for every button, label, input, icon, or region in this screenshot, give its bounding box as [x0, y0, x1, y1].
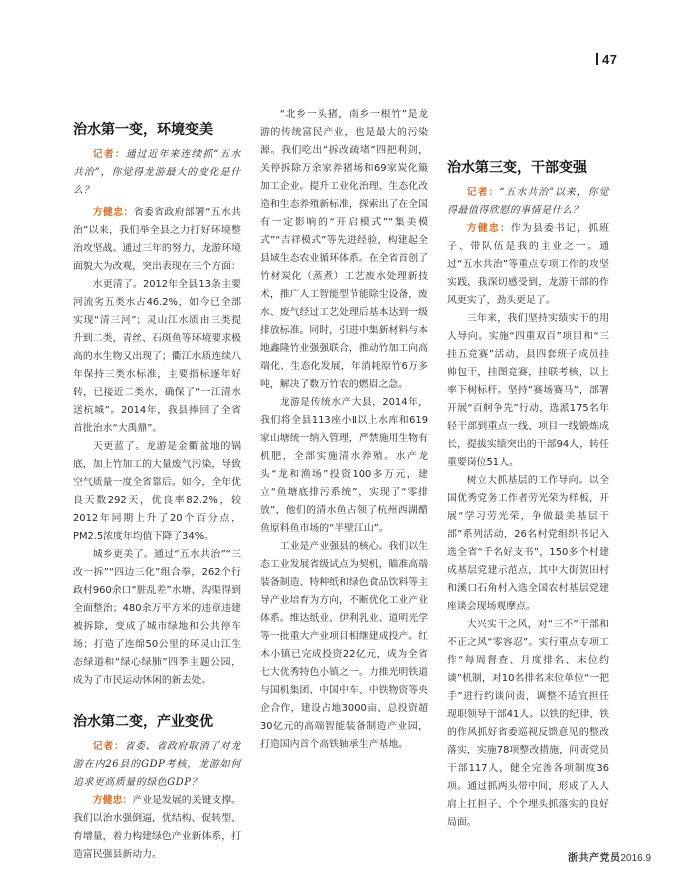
- section2-paragraph-4: 工业是产业强县的核心。我们以生态工业发展省级试点为契机，瞄准高端装备制造、特种纸和绿色食品饮料等主导产业培育为方向，不断优化工业产业体系。维达纸业、伊利乳业、道明光学等一批重大产业项目相继建成投产。红木小镇已完成投资22亿元，成为全省七大优秀特色小镇之一。力推光明铁道与国机集团、中国中车、中铁物资等央企合作，建设占地3000亩、总投资超30亿元的高端智能装备制造产业园，打造国内首个高铁轴承生产基地。: [260, 541, 428, 750]
- section1-question: [73, 146, 241, 200]
- section2-title: 治水第二变，产业变优: [73, 714, 213, 730]
- interviewee-label: 方健忠：: [92, 207, 134, 218]
- page-footer: [568, 849, 651, 864]
- column-2: [260, 106, 428, 754]
- section1-paragraph-4: 城乡更美了。通过“五水共治”“三改一拆”“四边三化”组合拳，262个行政村960余口“脏乱差”水塘、沟渠得到全面整治；480余万平方米的违章违建被拆除，变成了城市绿地和公共停车场；打造了连绵50公里的环灵山江生态绿道和“绿心绿肺”四季主题公园，成为了市民运动休闲的新去处。: [73, 549, 241, 686]
- page-number-bar: [596, 53, 598, 65]
- page-number-text: 47: [602, 52, 618, 67]
- section2-answer-text: 产业是发展的关键支撑。我们以治水强倒逼，优结构、促转型、育增量，着力构建绿色产业新体系，打造富民强县新动力。: [73, 795, 241, 860]
- section1-paragraph-2: 水更清了。2012年全县13条主要河流劣五类水占46.2%，如今已全部实现“清三河”；灵山江水质由三类提升到二类，青丝、石斑鱼等环境要求极高的水生物又出现了；衢江水质连续八年保持三类水标准，主要指标逐年好转，已接近二类水，确保了“一江清水送杭城”。2014年，我县捧回了全省首批治水“大禹鼎”。: [73, 279, 241, 434]
- section1-title: 治水第一变，环境变美: [73, 122, 213, 138]
- reporter-label: 记者：: [466, 187, 500, 198]
- issue-number: 2016.9: [620, 853, 652, 864]
- reporter-label: 记者：: [92, 149, 126, 160]
- section2-paragraph-3: 龙游是传统水产大县，2014年，我们将全县113座小Ⅱ以上水库和619家山塘统一纳入管理，严禁施用生物有机肥，全部实施清水养殖。水产龙头“龙和渔场”投资100多万元，建立“鱼塘底排污系统”，实现了“零排放”，他们的清水鱼占领了杭州西湖醋鱼原料鱼市场的“半壁江山”。: [260, 397, 428, 534]
- section2-paragraph-2: “北乡一头猪，南乡一根竹”是龙游的传统富民产业，也是最大的污染源。我们吃出“拆改疏堵”四把利剑，关停拆除万余家养猪场和69家炭化簸加工企业。提升工业化治理、生态化改造和生态养殖新标准，探索出了在全国有一定影响的“开启模式”“集美模式”“吉祥模式”等先进经验，构建起全县域生态农业循环体系。在全省首创了竹材炭化（蒸煮）工艺废水处理新技术，推广人工智能型节能除尘设备，废水、废气经过工艺处理后基本达到一级排放标准。同时，引进中集新材料与本地鑫隆竹业强强联合，推动竹加工向高端化、生态化发展，年消耗原竹6万多吨，解决了数万竹农的燃眉之急。: [260, 109, 428, 390]
- section1-paragraph-3: 天更蓝了。龙游是金衢盆地的锅底，加上竹加工的大量废气污染，导致空气质量一度全省靠后。如今，全年优良天数292天，优良率82.2%，较2012年同期上升了20个百分点，PM2.5浓度年均值下降了34%。: [73, 441, 241, 542]
- section1-answer-text: 省委省政府部署“五水共治”以来，我们举全县之力打好环境整治攻坚战。通过三年的努力，龙游环境面貌大为改观，突出表现在三个方面：: [73, 207, 241, 272]
- section2-question: [73, 738, 241, 792]
- section3-answer: [447, 220, 609, 310]
- section3-paragraph-3: 树立大抓基层的工作导向。以全国优秀党务工作者劳光荣为样板，开展“学习劳光荣，争做最美基层干部”系列活动，26名村党组织书记入选全省“千名好支书”，150多个村建成基层党建示范点，其中大街贺田村和溪口石角村入选全国农村基层党建座谈会现场观摩点。: [447, 475, 609, 612]
- interviewee-label: 方健忠：: [92, 795, 133, 806]
- section3-question-text: “五水共治”以来，你觉得最值得欣慰的事情是什么？: [447, 187, 609, 216]
- column-3: [447, 106, 609, 832]
- section1-question-text: 通过近年来连续抓“五水共治”，你觉得龙游最大的变化是什么？: [73, 149, 241, 196]
- section3-answer-text: 作为县委书记，抓班子、带队伍是我的主业之一。通过“五水共治”等重点专项工作的攻坚实践，我深切感受到，龙游干部的作风更实了，劲头更足了。: [447, 223, 609, 306]
- column-1: [73, 104, 241, 864]
- section3-paragraph-4: 大兴实干之风，对“三不”干部和不正之风“零容忍”。实行重点专项工作“每周督查、月度排名、末位约谈”机制，对10名排名末位单位“一把手”进行约谈问责，调整不适宜担任现职领导干部41人。以铁的纪律、铁的作风抓好省委巡视反馈意见的整改落实，实施78项整改措施，问责党员干部117人，健全完善各项制度36项。通过抓两头带中间，形成了人人肩上扛担子、个个埋头抓落实的良好局面。: [447, 619, 609, 828]
- section1-answer: [73, 204, 241, 276]
- section3-question: [447, 184, 609, 220]
- section2-answer: [73, 792, 241, 864]
- section3-paragraph-2: 三年来，我们坚持实绩实干的用人导向。实施“四重双百”项目和“三挂五竞赛”活动，县四套班子成员挂帅包干，挂图竞赛，挂联考核，以上率下树标杆。坚持“赛场赛马”，部署开展“百舸争先”行动，选派175名年轻干部到重点一线、项目一线锻炼成长，提拔实绩突出的干部94人，转任重要岗位51人。: [447, 313, 609, 468]
- section2-question-text: 省委、省政府取消了对龙游在内26县的GDP考核，龙游如何追求更高质量的绿色GDP？: [73, 741, 241, 788]
- page-number: [596, 52, 617, 67]
- section3-title: 治水第三变，干部变强: [447, 160, 587, 176]
- interviewee-label: 方健忠：: [466, 223, 511, 234]
- magazine-name: 浙共产党员: [568, 853, 621, 864]
- reporter-label: 记者：: [92, 741, 125, 752]
